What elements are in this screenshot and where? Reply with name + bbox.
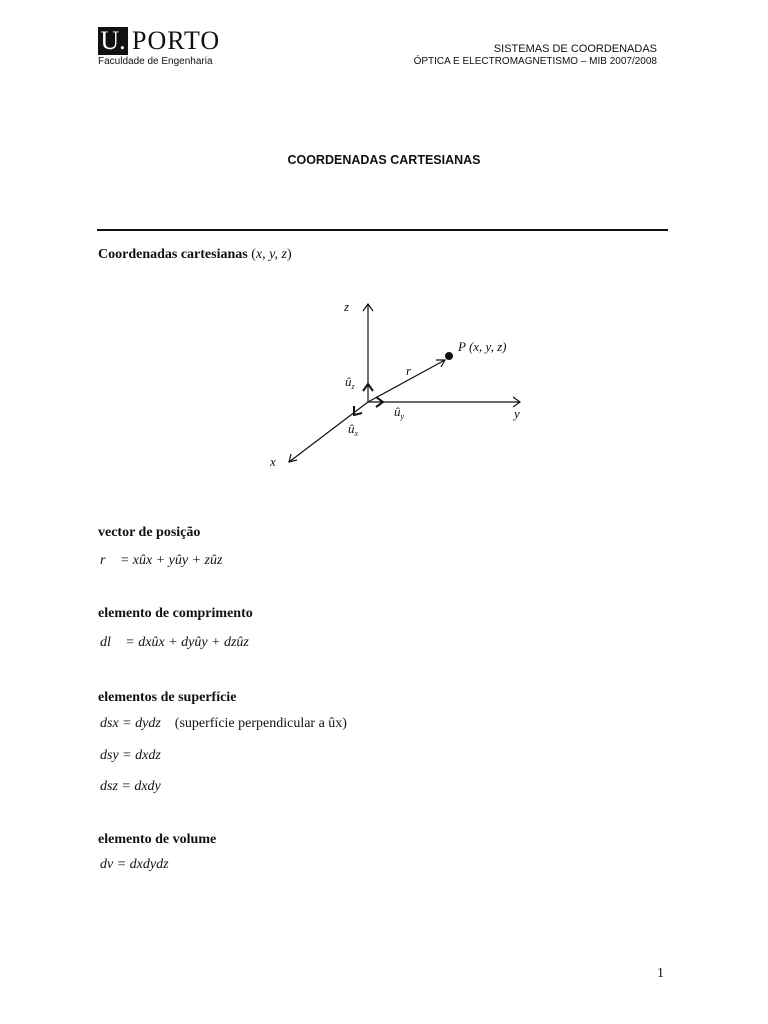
university-logo-word: PORTO bbox=[132, 26, 221, 55]
length-element-title: elemento de comprimento bbox=[98, 606, 253, 621]
university-logo-mark: U. bbox=[98, 27, 128, 55]
uy-label: $û_y$ bbox=[394, 404, 405, 421]
page-number: 1 bbox=[657, 966, 664, 981]
surface-element-y-equation: dsy = dxdz bbox=[100, 748, 161, 763]
x-axis-label: x bbox=[270, 454, 276, 469]
point-p-label: P (x, y, z) bbox=[458, 339, 507, 354]
uz-label: $û_z$ bbox=[345, 374, 355, 391]
section-cartesian-label: Coordenadas cartesianas bbox=[98, 247, 248, 262]
point-p-marker bbox=[445, 352, 453, 360]
header-course: ÓPTICA E ELECTROMAGNETISMO – MIB 2007/2008 bbox=[413, 56, 657, 67]
ux-label: $û_x$ bbox=[348, 421, 359, 438]
surface-element-z-equation: dsz = dxdy bbox=[100, 779, 161, 794]
volume-element-title: elemento de volume bbox=[98, 832, 217, 847]
section-cartesian-vars: (x, y, z) bbox=[251, 247, 292, 262]
position-vector-title: vector de posição bbox=[98, 525, 201, 540]
header-topic: SISTEMAS DE COORDENADAS bbox=[493, 43, 657, 55]
position-vector-equation: r⃗ = xûx + yûy + zûz bbox=[100, 553, 223, 568]
title-rule bbox=[97, 229, 668, 231]
y-axis-label: y bbox=[514, 406, 520, 421]
faculty-name: Faculdade de Engenharia bbox=[98, 56, 213, 67]
r-vector-label: r⃗ bbox=[406, 363, 422, 378]
z-axis-label: z bbox=[344, 299, 350, 314]
length-element-equation: dl⃗ = dxûx + dyûy + dzûz bbox=[100, 635, 249, 650]
surface-element-x-note: (superfície perpendicular a ûx) bbox=[174, 716, 347, 731]
surface-element-x bbox=[100, 716, 347, 732]
document-title: COORDENADAS CARTESIANAS bbox=[287, 153, 481, 167]
volume-element-equation: dv = dxdydz bbox=[100, 857, 169, 872]
surface-element-x-equation: dsx = dydz bbox=[100, 716, 161, 731]
surface-elements-title: elementos de superfície bbox=[98, 690, 237, 705]
cartesian-axes-diagram bbox=[260, 295, 540, 475]
section-cartesian-title bbox=[98, 247, 292, 263]
